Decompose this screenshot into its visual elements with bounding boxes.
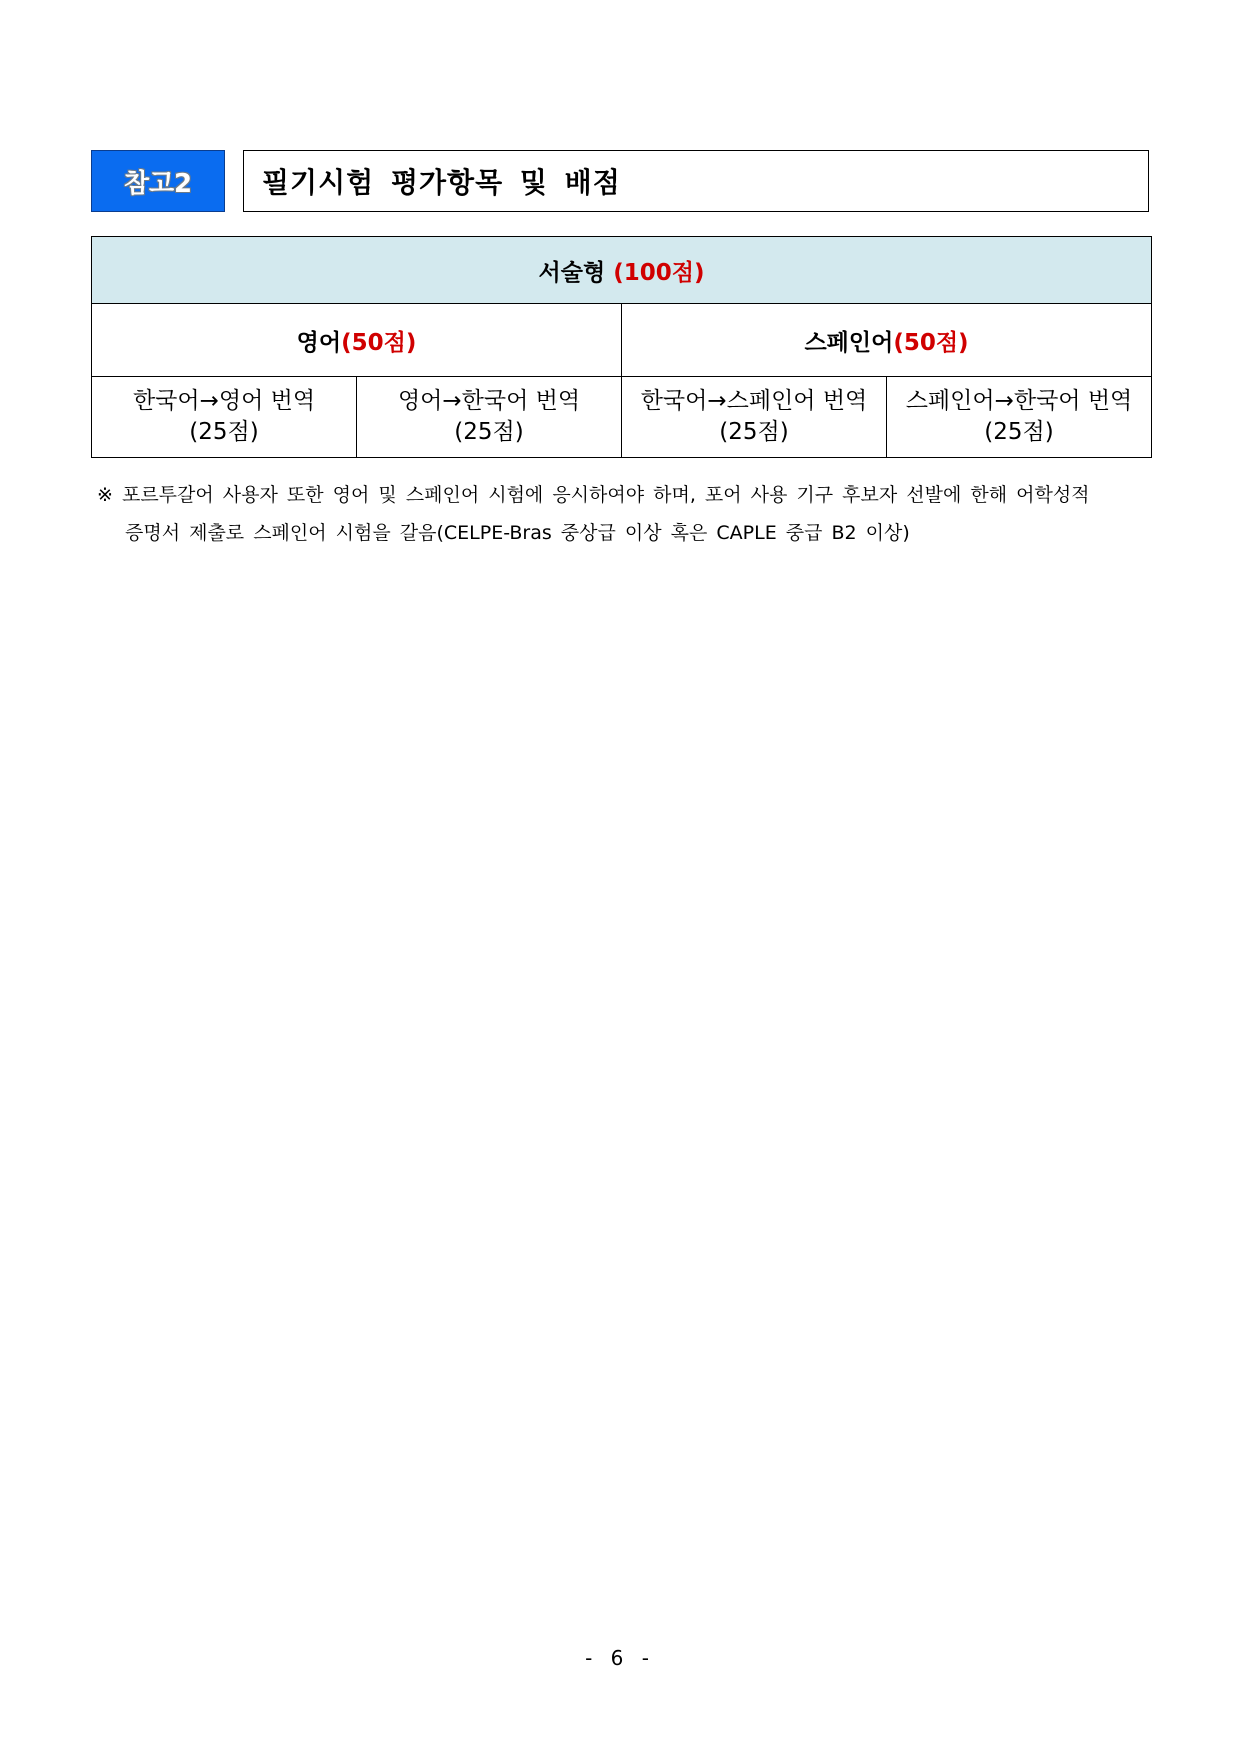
- item-points: (25점): [719, 419, 789, 445]
- item-label: 한국어→영어 번역: [132, 388, 316, 414]
- spanish-section-label: 스페인어: [804, 329, 894, 356]
- score-table: [91, 236, 1152, 458]
- item-cell-es-ko: [887, 377, 1152, 458]
- table-row: [92, 237, 1152, 304]
- page-number: - 6 -: [585, 1646, 655, 1670]
- table-row: [92, 377, 1152, 458]
- item-points: (25점): [189, 419, 259, 445]
- item-label: 한국어→스페인어 번역: [640, 388, 868, 414]
- item-cell-ko-en: [92, 377, 357, 458]
- spanish-section-cell: [622, 304, 1152, 377]
- section-title: 필기시험 평가항목 및 배점: [243, 150, 1149, 212]
- item-points: (25점): [454, 419, 524, 445]
- item-label: 영어→한국어 번역: [397, 388, 581, 414]
- english-section-points: (50점): [341, 329, 417, 356]
- spanish-section-points: (50점): [893, 329, 969, 356]
- english-section-cell: [92, 304, 622, 377]
- item-cell-en-ko: [357, 377, 622, 458]
- footnote-line-2: 증명서 제출로 스페인어 시험을 갈음(CELPE-Bras 중상급 이상 혹은 CAPLE 중급 B2 이상): [125, 522, 910, 544]
- item-label: 스페인어→한국어 번역: [905, 388, 1133, 414]
- written-exam-header: [92, 237, 1152, 304]
- section-header: [91, 150, 1149, 212]
- written-exam-label: 서술형: [538, 259, 606, 286]
- item-cell-ko-es: [622, 377, 887, 458]
- english-section-label: 영어: [296, 329, 342, 356]
- reference-badge: 참고2: [91, 150, 225, 212]
- footnote: [97, 476, 1157, 552]
- footnote-line-1: ※ 포르투갈어 사용자 또한 영어 및 스페인어 시험에 응시하여야 하며, 포어 사용 기구 후보자 선발에 한해 어학성적: [97, 484, 1090, 506]
- table-row: [92, 304, 1152, 377]
- item-points: (25점): [984, 419, 1054, 445]
- written-exam-points: (100점): [613, 259, 705, 286]
